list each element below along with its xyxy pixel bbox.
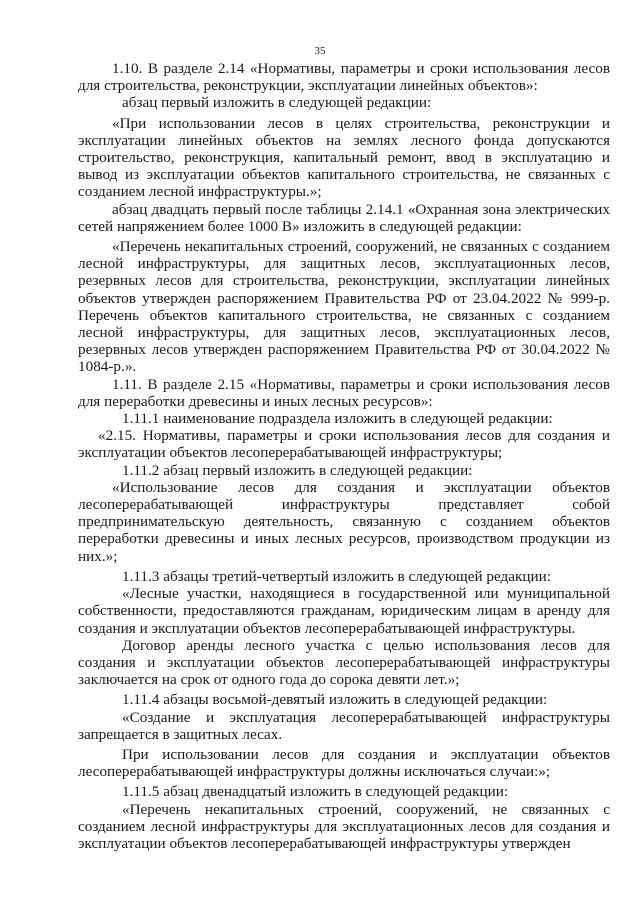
quoted-paragraph: «Использование лесов для создания и эксплуатации объектов лесоперерабатывающей инфраструктуры представляет собой предпринимательскую деятельность, связанную с созданием объектов переработки древесины и иных лесных ресурсов, производством продукции из них.»;: [78, 478, 610, 565]
quoted-paragraph: При использовании лесов для создания и эксплуатации объектов лесоперерабатывающей инфраструктуры должны исключаться случаи:»;: [78, 745, 610, 781]
page-number: 35: [314, 45, 326, 57]
instruction-paragraph: 1.11.5 абзац двенадцатый изложить в следующей редакции:: [122, 783, 509, 801]
quoted-paragraph: «Перечень некапитальных строений, сооружений, не связанных с созданием лесной инфраструктуры для эксплуатационных лесов для создания и эксплуатации объектов лесоперерабатывающей инфраструктуры утвержден: [78, 800, 610, 852]
instruction-paragraph: абзац двадцать первый после таблицы 2.14.1 «Охранная зона электрических сетей напряжением более 1000 В» изложить в следующей редакции:: [78, 200, 610, 235]
section-1-11-heading: 1.11. В разделе 2.15 «Нормативы, параметры и сроки использования лесов для переработки древесины и иных лесных ресурсов»:: [78, 375, 610, 410]
quoted-paragraph: «Перечень некапитальных строений, сооружений, не связанных с созданием лесной инфраструктуры, для защитных лесов, эксплуатационных лесов, резервных лесов для строительства, реконструкции, эксплуатации линейных объектов утвержден распоряжением Правительства РФ от 23.04.2022 № 999-р. Перечень объектов капитального строительства, не связанных с созданием лесной инфраструктуры, для защитных лесов, эксплуатационных лесов, резервных лесов утвержден распоряжением Правительства РФ от 30.04.2022 № 1084-р.».: [78, 238, 610, 376]
instruction-paragraph: 1.11.4 абзацы восьмой-девятый изложить в следующей редакции:: [122, 691, 548, 709]
subsection-title-quote: «2.15. Нормативы, параметры и сроки использования лесов для создания и эксплуатации объектов лесоперерабатывающей инфраструктуры;: [78, 427, 610, 462]
quoted-paragraph: Договор аренды лесного участка с целью использования лесов для создания и эксплуатации объектов лесоперерабатывающей инфраструктуры заключается на срок от одного года до сорока девяти лет.»;: [78, 636, 610, 689]
document-body: [78, 60, 610, 852]
quoted-paragraph: «Создание и эксплуатация лесоперерабатывающей инфраструктуры запрещается в защитных лесах.: [78, 708, 610, 743]
instruction-paragraph: 1.11.2 абзац первый изложить в следующей редакции:: [122, 461, 473, 479]
instruction-paragraph: 1.11.3 абзацы третий-четвертый изложить в следующей редакции:: [122, 567, 551, 585]
section-1-10-heading: 1.10. В разделе 2.14 «Нормативы, параметры и сроки использования лесов для строительства, реконструкции, эксплуатации линейных объектов»:: [78, 60, 610, 95]
quoted-paragraph: «При использовании лесов в целях строительства, реконструкции и эксплуатации линейных объектов на землях лесного фонда допускаются строительство, реконструкция, капитальный ремонт, ввод в эксплуатацию и вывод из эксплуатации объектов капитального строительства, не связанных с созданием лесной инфраструктуры.»;: [78, 114, 610, 201]
instruction-paragraph: 1.11.1 наименование подраздела изложить в следующей редакции:: [122, 410, 553, 428]
instruction-paragraph: абзац первый изложить в следующей редакции:: [122, 94, 432, 112]
quoted-paragraph: «Лесные участки, находящиеся в государственной или муниципальной собственности, предоставляются гражданам, юридическим лицам в аренду для создания и эксплуатации объектов лесоперерабатывающей инфраструктуры.: [78, 585, 610, 637]
